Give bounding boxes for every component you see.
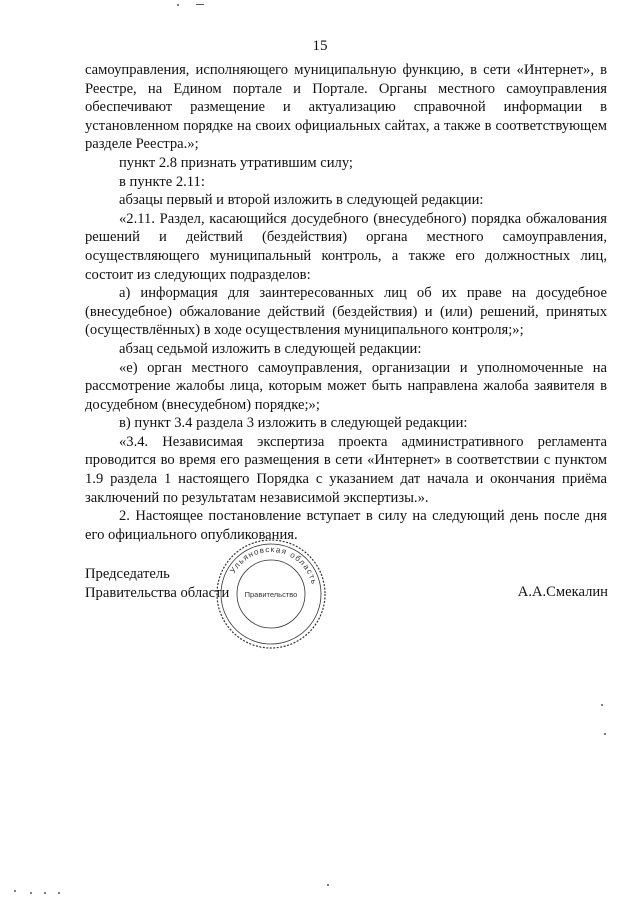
paragraph-effective-date: 2. Настоящее постановление вступает в силу на следующий день после дня его официального опубликования. xyxy=(85,508,607,543)
signatory-title-line1: Председатель xyxy=(85,566,170,582)
signatory-name: А.А.Смекалин xyxy=(517,584,608,600)
seal-center-text: Правительство xyxy=(244,590,298,599)
official-seal xyxy=(215,538,327,650)
signatory-title xyxy=(85,565,229,603)
paragraph: пункт 2.8 признать утратившим силу; xyxy=(119,154,353,171)
paragraph: в) пункт 3.4 раздела 3 изложить в следующей редакции: xyxy=(119,415,468,432)
scan-speck xyxy=(44,892,46,894)
scan-speck xyxy=(177,4,179,6)
scan-speck xyxy=(30,892,32,894)
svg-text:Ульяновская область xyxy=(228,545,319,586)
paragraph: «е) орган местного самоуправления, организации и уполномоченные на рассмотрение жалобы лица, которым может быть направлена жалоба заявителя в досудебном (внесудебном) порядке;»; xyxy=(85,359,607,413)
page-number: 15 xyxy=(312,38,328,54)
document-body xyxy=(85,61,607,544)
paragraph: а) информация для заинтересованных лиц об их праве на досудебное (внесудебное) обжалование действий (бездействия) и (или) решений, принятых (осуществлённых) в ходе осуществления муниципального контроля;»; xyxy=(85,285,607,339)
paragraph: в пункте 2.11: xyxy=(119,173,205,190)
scan-speck xyxy=(601,704,603,706)
signatory-title-line2: Правительства области xyxy=(85,585,230,601)
scan-speck xyxy=(327,884,329,886)
paragraph-continuation: самоуправления, исполняющего муниципальную функцию, в сети «Интернет», в Реестре, на Едином портале и Портале. Органы местного самоуправления обеспечивают размещение и актуализацию справочной информации в установленном порядке на своих официальных сайтах, а также в соответствующем разделе Реестра.»; xyxy=(85,62,607,153)
scan-speck xyxy=(604,733,606,735)
scan-speck xyxy=(196,4,204,5)
paragraph: абзац седьмой изложить в следующей редакции: xyxy=(119,340,422,357)
paragraph: абзацы первый и второй изложить в следующей редакции: xyxy=(119,192,484,209)
seal-ring-text: Ульяновская область xyxy=(228,544,319,586)
scan-speck xyxy=(14,890,16,892)
paragraph: «3.4. Независимая экспертиза проекта административного регламента проводится во время его размещения в сети «Интернет» в соответствии с пунктом 1.9 раздела 1 настоящего Порядка с указанием дат начала и окончания приёма заключений по результатам независимой экспертизы.». xyxy=(85,433,607,506)
paragraph: «2.11. Раздел, касающийся досудебного (внесудебного) порядка обжалования решений и действий (бездействия) органа местного самоуправления, осуществляющего муниципальный контроль, а также его должностных лиц, состоит из следующих подразделов: xyxy=(85,210,607,283)
scan-speck xyxy=(58,892,60,894)
